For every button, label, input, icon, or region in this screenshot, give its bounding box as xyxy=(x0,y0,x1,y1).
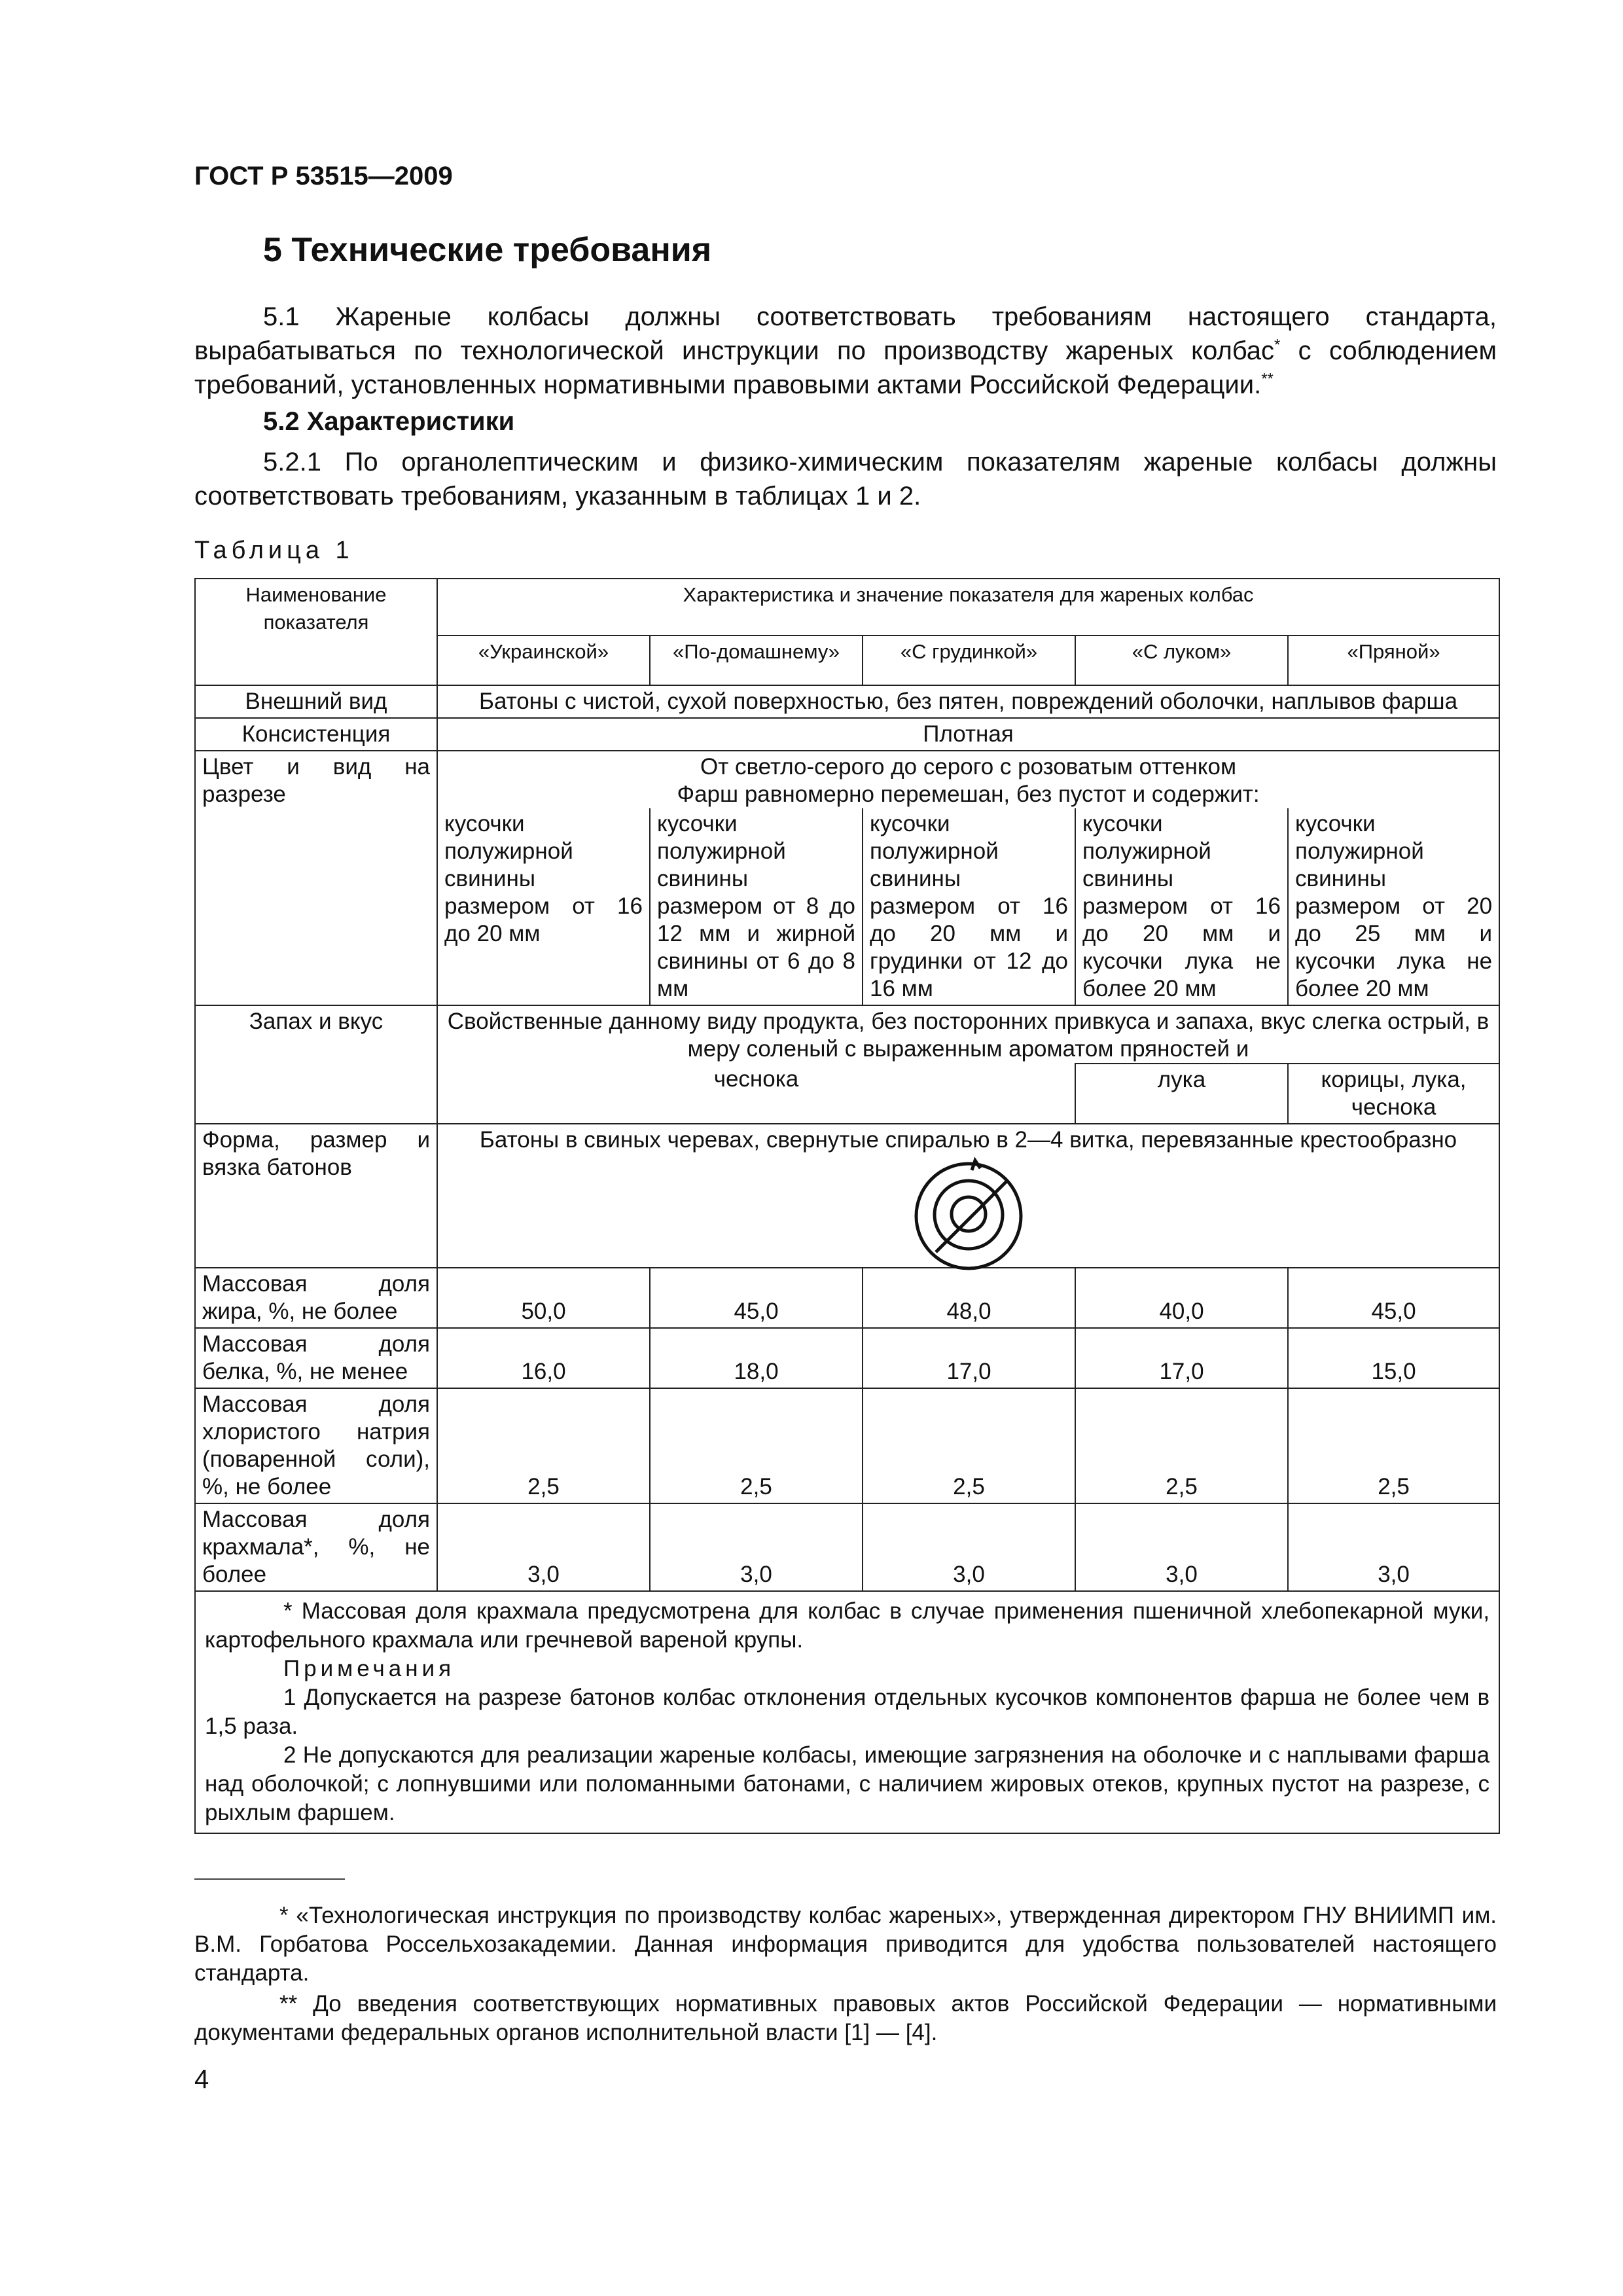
protein-spicy: 15,0 xyxy=(1288,1328,1499,1388)
smell-spicy: корицы, лука, чеснока xyxy=(1288,1064,1499,1124)
notes-title: Примечания xyxy=(283,1656,455,1681)
fat-homestyle: 45,0 xyxy=(650,1268,863,1328)
footnote-2: ** До введения соответствующих нормативных правовых актов Российской Федерации — нормативными документами федеральных органов исполнительной власти [1] — [4]. xyxy=(194,1991,1497,2045)
protein-onion: 17,0 xyxy=(1075,1328,1288,1388)
subsection-title: 5.2 Характеристики xyxy=(263,407,515,436)
footnote-ref-2: ** xyxy=(1261,370,1274,388)
row-fat xyxy=(195,1268,1499,1328)
document-header: ГОСТ Р 53515—2009 xyxy=(194,162,453,190)
row-salt xyxy=(195,1388,1499,1503)
value-appearance: Батоны с чистой, сухой поверхностью, без пятен, повреждений оболочки, наплывов фарша xyxy=(437,685,1499,718)
spiral-drawing-cell xyxy=(444,1154,1492,1265)
fat-ukrainian: 50,0 xyxy=(437,1268,650,1328)
header-col-spicy: «Пряной» xyxy=(1288,636,1499,685)
starch-ukrainian: 3,0 xyxy=(437,1503,650,1591)
note-2: 2 Не допускаются для реализации жареные колбасы, имеющие загрязнения на оболочке и с наплывами фарша над оболочкой; с лопнувшими или поломанными батонами, с наличием жировых отеков, крупных пустот на разрезе, с рыхлым фаршем. xyxy=(205,1742,1490,1825)
label-appearance: Внешний вид xyxy=(195,685,437,718)
smell-garlic: чеснока xyxy=(437,1064,1075,1124)
table-header-row-1 xyxy=(195,579,1499,636)
label-color: Цвет и вид на разрезе xyxy=(195,751,437,1005)
note-1: 1 Допускается на разрезе батонов колбас отклонения отдельных кусочков компонентов фарша не более чем в 1,5 раза. xyxy=(205,1685,1490,1739)
value-color-common xyxy=(437,751,1499,808)
label-smell: Запах и вкус xyxy=(195,1005,437,1124)
color-ukrainian: кусочки полужирной свинины размером от 16 до 20 мм xyxy=(437,808,650,1005)
label-starch: Массовая доля крахмала*, %, не более xyxy=(195,1503,437,1591)
color-brisket: кусочки полужирной свинины размером от 16 до 20 мм и грудинки от 12 до 16 мм xyxy=(863,808,1075,1005)
label-protein: Массовая доля белка, %, не менее xyxy=(195,1328,437,1388)
starch-brisket: 3,0 xyxy=(863,1503,1075,1591)
page-number: 4 xyxy=(194,2065,209,2094)
header-col-ukrainian: «Украинской» xyxy=(437,636,650,685)
table-label: Таблица 1 xyxy=(194,537,354,564)
label-form: Форма, размер и вязка батонов xyxy=(195,1124,437,1268)
row-consistency xyxy=(195,718,1499,751)
value-smell-common: Свойственные данному виду продукта, без посторонних привкуса и запаха, вкус слегка острый, в меру соленый с выраженным ароматом пряностей и xyxy=(437,1005,1499,1064)
row-appearance xyxy=(195,685,1499,718)
value-consistency: Плотная xyxy=(437,718,1499,751)
header-col-brisket: «С грудинкой» xyxy=(863,636,1075,685)
starch-spicy: 3,0 xyxy=(1288,1503,1499,1591)
characteristics-table xyxy=(194,578,1500,1834)
row-notes xyxy=(195,1591,1499,1833)
row-color xyxy=(195,751,1499,808)
sausage-spiral-icon xyxy=(910,1154,1027,1278)
label-fat: Массовая доля жира, %, не более xyxy=(195,1268,437,1328)
paragraph-5-2-1: 5.2.1 По органолептическим и физико-химическим показателям жареные колбасы должны соответствовать требованиям, указанным в таблицах 1 и 2. xyxy=(194,448,1497,511)
smell-onion: лука xyxy=(1075,1064,1288,1124)
salt-spicy: 2,5 xyxy=(1288,1388,1499,1503)
footnote-separator xyxy=(194,1878,345,1880)
color-spicy: кусочки полужирной свинины размером от 20 до 25 мм и кусочки лука не более 20 мм xyxy=(1288,808,1499,1005)
protein-ukrainian: 16,0 xyxy=(437,1328,650,1388)
paragraph-5-1-text-end: с соблюдением требований, установленных нормативными правовыми актами Российской Федерации. xyxy=(194,336,1497,399)
header-group: Характеристика и значение показателя для жареных колбас xyxy=(437,579,1499,636)
section-title: 5 Технические требования xyxy=(263,231,712,269)
footnote-1: * «Технологическая инструкция по производству колбас жареных», утвержденная директором ГНУ ВНИИМП им. В.М. Горбатова Россельхозакадемии. Данная информация приводится для удобства пользователей настоящего стандарта. xyxy=(194,1903,1497,1986)
value-form xyxy=(437,1124,1499,1268)
row-form xyxy=(195,1124,1499,1268)
row-protein xyxy=(195,1328,1499,1388)
protein-homestyle: 18,0 xyxy=(650,1328,863,1388)
header-indicator-name: Наименование показателя xyxy=(195,579,437,685)
color-onion: кусочки полужирной свинины размером от 16 до 20 мм и кусочки лука не более 20 мм xyxy=(1075,808,1288,1005)
starch-homestyle: 3,0 xyxy=(650,1503,863,1591)
salt-onion: 2,5 xyxy=(1075,1388,1288,1503)
table-notes xyxy=(195,1591,1499,1833)
fat-brisket: 48,0 xyxy=(863,1268,1075,1328)
salt-brisket: 2,5 xyxy=(863,1388,1075,1503)
fat-spicy: 45,0 xyxy=(1288,1268,1499,1328)
label-salt: Массовая доля хлористого натрия (поваренной соли), %, не более xyxy=(195,1388,437,1503)
salt-homestyle: 2,5 xyxy=(650,1388,863,1503)
starch-onion: 3,0 xyxy=(1075,1503,1288,1591)
header-col-homestyle: «По-домашнему» xyxy=(650,636,863,685)
fat-onion: 40,0 xyxy=(1075,1268,1288,1328)
color-common-line-1: От светло-серого до серого с розоватым оттенком xyxy=(700,754,1237,780)
footnote-ref-1: * xyxy=(1274,336,1281,354)
note-starch: * Массовая доля крахмала предусмотрена для колбас в случае применения пшеничной хлебопекарной муки, картофельного крахмала или гречневой вареной крупы. xyxy=(205,1598,1490,1653)
paragraph-5-1-text: 5.1 Жареные колбасы должны соответствовать требованиям настоящего стандарта, вырабатываться по технологической инструкции по производству жареных колбас xyxy=(194,302,1497,365)
color-common-line-2: Фарш равномерно перемешан, без пустот и содержит: xyxy=(677,781,1260,807)
row-smell xyxy=(195,1005,1499,1064)
row-starch xyxy=(195,1503,1499,1591)
protein-brisket: 17,0 xyxy=(863,1328,1075,1388)
paragraph-5-1 xyxy=(194,300,1497,402)
salt-ukrainian: 2,5 xyxy=(437,1388,650,1503)
form-description: Батоны в свиных черевах, свернутые спиралью в 2—4 витка, перевязанные крестообразно xyxy=(479,1127,1457,1153)
color-homestyle: кусочки полужирной свинины размером от 8 до 12 мм и жирной свинины от 6 до 8 мм xyxy=(650,808,863,1005)
label-consistency: Консистенция xyxy=(195,718,437,751)
header-col-onion: «С луком» xyxy=(1075,636,1288,685)
